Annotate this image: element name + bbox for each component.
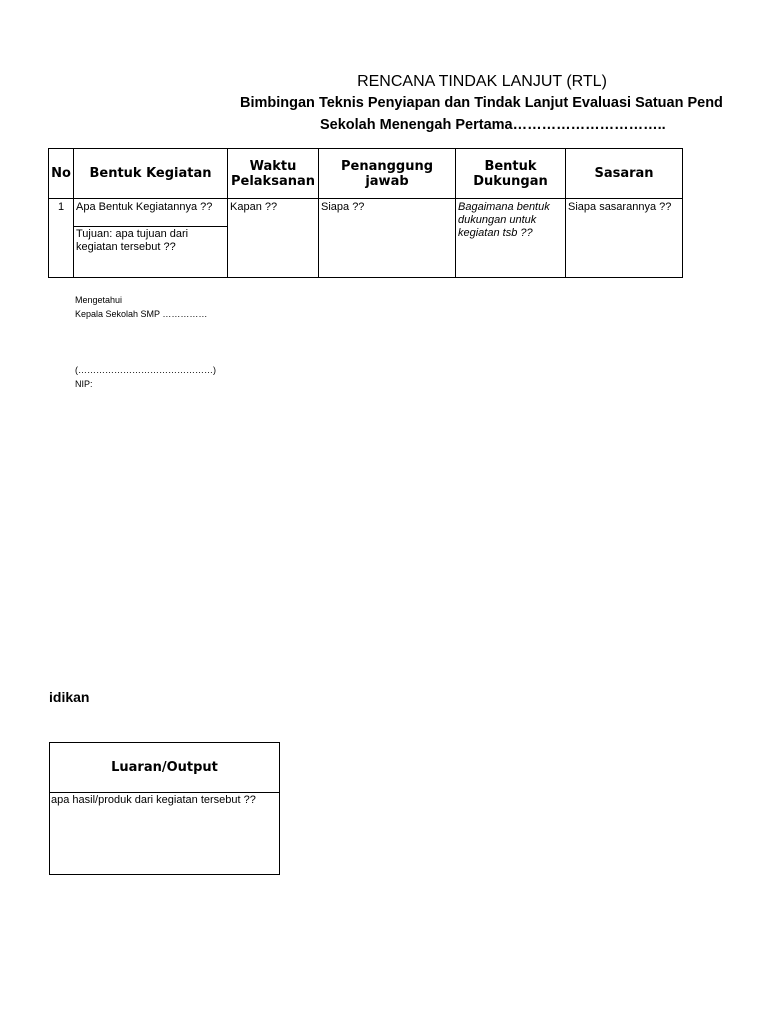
header-waktu-pelaksanaan xyxy=(228,149,319,199)
header-bentuk-dukungan xyxy=(456,149,566,199)
rtl-table xyxy=(48,148,683,278)
header-waktu-line2: Pelaksanan xyxy=(230,173,315,189)
overflow-subtitle-fragment: idikan xyxy=(49,689,90,705)
table-header-row xyxy=(49,149,683,199)
header-penanggung-jawab xyxy=(319,149,456,199)
cell-dukungan: Bagaimana bentuk dukungan untuk kegiatan tsb ?? xyxy=(456,199,566,278)
header-dukungan-line1: Bentuk xyxy=(484,158,537,174)
cell-sasaran: Siapa sasarannya ?? xyxy=(566,199,683,278)
header-no: No xyxy=(49,149,74,199)
output-row xyxy=(50,793,280,875)
cell-waktu: Kapan ?? xyxy=(228,199,319,278)
signature-name-line: (………………………………………) xyxy=(75,365,216,375)
header-sasaran: Sasaran xyxy=(566,149,683,199)
document-subtitle: Bimbingan Teknis Penyiapan dan Tindak Lanjut Evaluasi Satuan Pend xyxy=(240,95,723,111)
header-dukungan-line2: Dukungan xyxy=(473,173,548,189)
document-title: RENCANA TINDAK LANJUT (RTL) xyxy=(357,73,607,90)
signature-nip: NIP: xyxy=(75,379,93,389)
cell-tujuan-text: Tujuan: apa tujuan dari kegiatan tersebut ?? xyxy=(76,228,189,253)
output-header-row xyxy=(50,743,280,793)
signature-kepala-sekolah: Kepala Sekolah SMP …………… xyxy=(75,309,208,319)
header-bentuk-kegiatan: Bentuk Kegiatan xyxy=(74,149,228,199)
output-header: Luaran/Output xyxy=(50,743,280,793)
signature-mengetahui: Mengetahui xyxy=(75,295,123,305)
document-subtitle-school: Sekolah Menengah Pertama………………………….. xyxy=(320,117,666,133)
table-row xyxy=(49,199,683,278)
cell-kegiatan xyxy=(74,199,228,278)
header-waktu-line1: Waktu xyxy=(249,158,297,174)
cell-kegiatan-text: Apa Bentuk Kegiatannya ?? xyxy=(74,199,227,227)
cell-penanggung: Siapa ?? xyxy=(319,199,456,278)
output-content: apa hasil/produk dari kegiatan tersebut ?? xyxy=(50,793,280,875)
header-penanggung-line2: jawab xyxy=(365,173,409,189)
cell-no: 1 xyxy=(49,199,74,278)
header-penanggung-line1: Penanggung xyxy=(340,158,434,174)
output-table xyxy=(49,742,280,875)
